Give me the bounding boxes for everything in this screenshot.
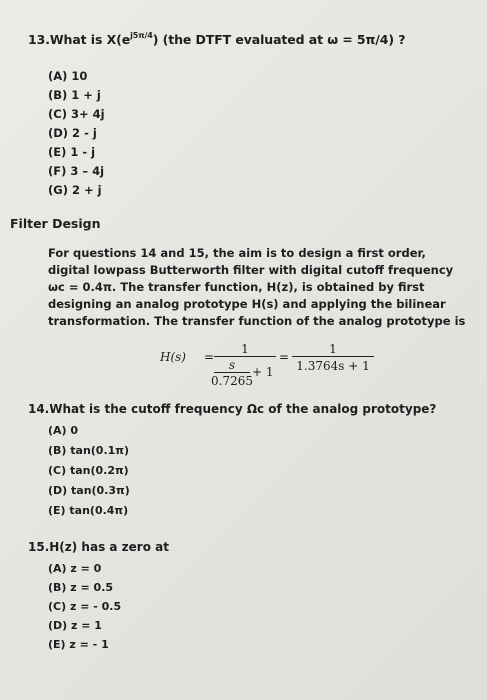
question-14: 14.What is the cutoff frequency Ωc of the analog prototype? — [28, 402, 437, 416]
formula-fraction-1-inner-top: s — [228, 358, 236, 372]
q15-option-e: (E) z = - 1 — [48, 638, 109, 651]
formula-fraction-2-denominator: 1.3764s + 1 — [296, 359, 370, 373]
question-13-prefix: 13.What is X(e — [28, 32, 131, 48]
formula-equals-2: = — [279, 350, 290, 364]
question-13 — [28, 32, 405, 47]
question-13-exponent: j5π/4 — [130, 31, 153, 40]
formula-fraction-1-inner-bar — [214, 372, 250, 373]
q13-option-f: (F) 3 – 4j — [48, 164, 105, 178]
section-title: Filter Design — [10, 216, 101, 231]
q15-option-d: (D) z = 1 — [48, 619, 102, 632]
section-paragraph: For questions 14 and 15, the aim is to design a first order, digital lowpass Butterworth filter with digital cutoff frequency ωc = 0.4π. The transfer function, H(z), is obtained by first designing an analog prototype H(s) and applying the bilinear transformation. The transfer function of the analog prototype is — [48, 246, 466, 328]
formula-fraction-1-inner-bottom: 0.7265 — [211, 374, 253, 388]
q15-option-a: (A) z = 0 — [48, 562, 102, 575]
q14-option-d: (D) tan(0.3π) — [48, 484, 130, 497]
q15-option-b: (B) z = 0.5 — [48, 581, 114, 594]
q14-option-b: (B) tan(0.1π) — [48, 444, 130, 457]
q15-option-c: (C) z = - 0.5 — [48, 600, 122, 613]
question-13-suffix: ) (the DTFT evaluated at ω = 5π/4) ? — [152, 32, 406, 48]
q13-option-a: (A) 10 — [48, 69, 88, 83]
formula-lhs: H(s) — [160, 350, 186, 364]
q13-option-e: (E) 1 - j — [48, 145, 96, 159]
formula-equals-1: = — [204, 350, 215, 364]
formula-fraction-1-numerator: 1 — [241, 342, 249, 356]
formula-fraction-1-tail: + 1 — [252, 365, 274, 379]
question-15: 15.H(z) has a zero at — [28, 540, 169, 554]
formula-fraction-1 — [211, 342, 276, 388]
transfer-function-formula — [160, 342, 390, 386]
q13-option-d: (D) 2 - j — [48, 126, 97, 140]
formula-fraction-1-denominator — [211, 357, 276, 388]
formula-fraction-2 — [292, 342, 374, 373]
q14-option-e: (E) tan(0.4π) — [48, 504, 129, 517]
q13-option-b: (B) 1 + j — [48, 88, 101, 102]
q13-option-c: (C) 3+ 4j — [48, 107, 105, 121]
q14-option-c: (C) tan(0.2π) — [48, 464, 129, 477]
q14-option-a: (A) 0 — [48, 424, 79, 437]
q13-option-g: (G) 2 + j — [48, 183, 102, 197]
formula-fraction-2-numerator: 1 — [329, 342, 337, 356]
